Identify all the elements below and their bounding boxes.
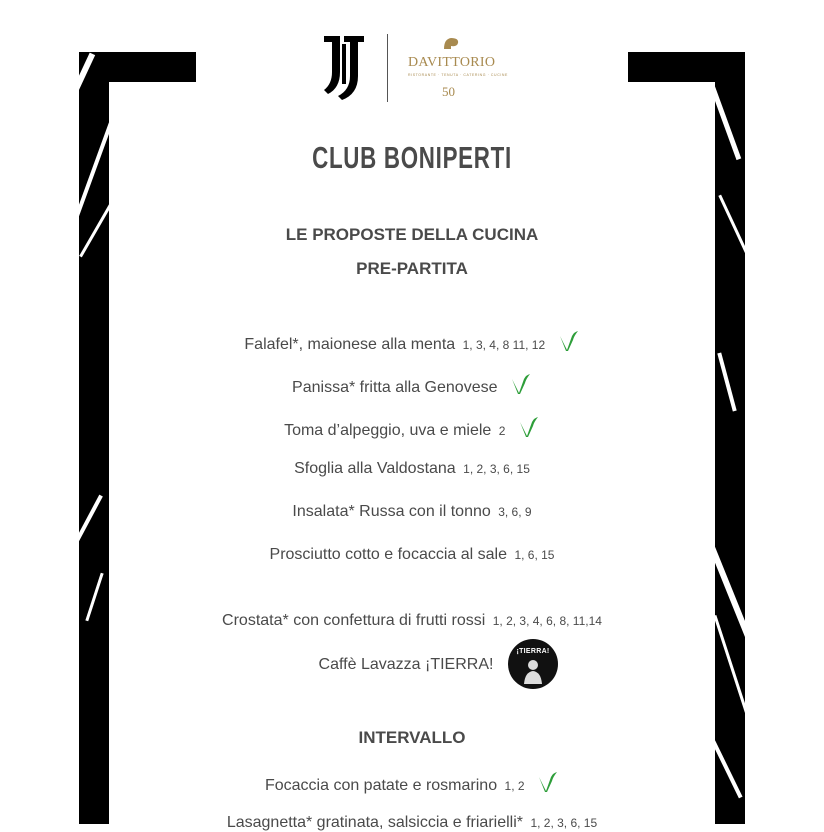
- davittorio-mark-icon: [442, 36, 460, 50]
- section-heading-prematch: PRE-PARTITA: [356, 259, 468, 278]
- header-logos: [320, 30, 508, 105]
- allergen-list: 1, 2, 3, 6, 15: [530, 816, 598, 830]
- allergen-list: 1, 3, 4, 8 11, 12: [462, 338, 546, 352]
- vegetarian-icon: [558, 330, 580, 352]
- allergen-list: 1, 6, 15: [514, 548, 555, 562]
- menu-item-name: Lasagnetta* gratinata, salsiccia e friarielli*: [226, 814, 523, 831]
- davittorio-name: DAVITTORIO: [408, 55, 496, 70]
- tierra-figure-icon: [521, 658, 545, 684]
- tierra-badge-icon: [508, 639, 558, 689]
- menu-item-name: Insalata* Russa con il tonno: [292, 503, 491, 520]
- menu-item-name: Falafel*, maionese alla menta: [244, 336, 456, 353]
- tierra-badge-text: ¡TIERRA!: [516, 648, 550, 655]
- menu-item: [0, 460, 824, 478]
- menu-item: [0, 416, 824, 440]
- vegetarian-icon: [537, 771, 559, 793]
- allergen-list: 2: [498, 424, 506, 438]
- menu-item: [0, 612, 824, 630]
- allergen-list: 1, 2, 3, 4, 6, 8, 11,14: [492, 614, 602, 628]
- juventus-logo-icon: [320, 32, 368, 102]
- menu-item-name: Toma d’alpeggio, uva e miele: [284, 422, 492, 439]
- menu-item: [0, 330, 824, 354]
- menu-item: [0, 546, 824, 564]
- vegetarian-icon: [510, 373, 532, 395]
- menu-item-name: Prosciutto cotto e focaccia al sale: [269, 546, 507, 563]
- davittorio-years: 50: [442, 84, 455, 99]
- menu-item: [0, 656, 824, 674]
- menu-item: [0, 373, 824, 397]
- menu-item-name: Focaccia con patate e rosmarino: [264, 777, 498, 794]
- allergen-list: 3, 6, 9: [498, 505, 532, 519]
- menu-item: [0, 771, 824, 795]
- section-heading-kitchen: LE PROPOSTE DELLA CUCINA: [285, 225, 539, 244]
- allergen-list: 1, 2, 3, 6, 15: [463, 462, 530, 476]
- menu-item: [0, 503, 824, 521]
- menu-item-name: Sfoglia alla Valdostana: [294, 460, 456, 477]
- logo-divider: [387, 34, 388, 102]
- menu-item-name: Crostata* con confettura di frutti rossi: [222, 612, 486, 629]
- davittorio-tagline: RISTORANTE · TENUTA · CATERING · CUCINE: [408, 73, 508, 77]
- menu-item-name: Caffè Lavazza ¡TIERRA!: [318, 656, 494, 673]
- section-heading-interval: INTERVALLO: [358, 728, 466, 747]
- menu-item: [0, 814, 824, 832]
- club-title: CLUB BONIPERTI: [312, 140, 512, 175]
- vegetarian-icon: [518, 416, 540, 438]
- allergen-list: 1, 2: [504, 779, 525, 793]
- menu-item-name: Panissa* fritta alla Genovese: [292, 379, 498, 396]
- menu-paper: [109, 82, 715, 824]
